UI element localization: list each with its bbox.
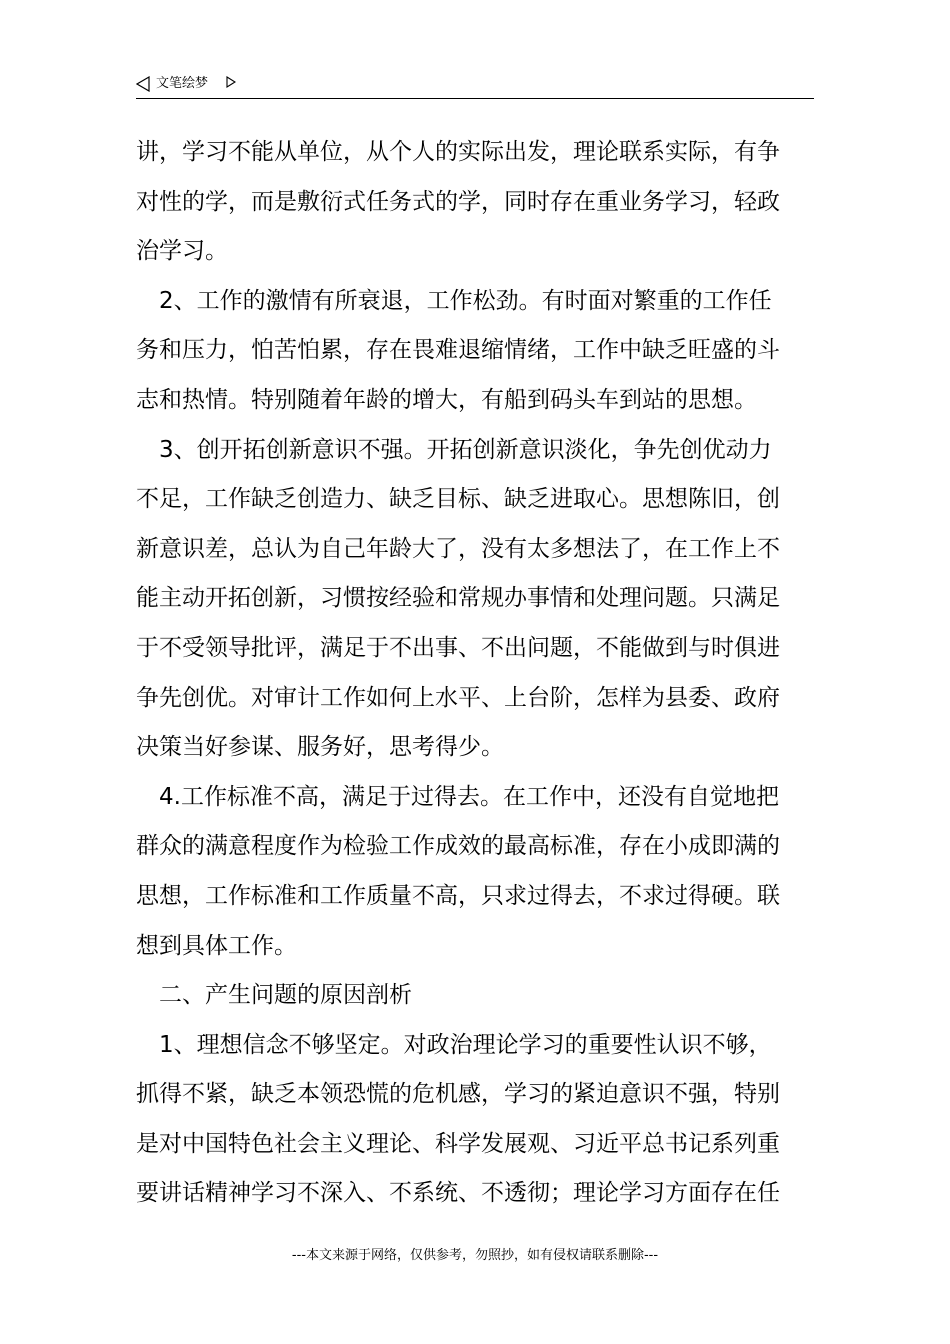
footer-disclaimer: ---本文来源于网络，仅供参考，勿照抄，如有侵权请联系删除--- bbox=[291, 1248, 659, 1263]
text-line: 1、理想信念不够坚定。对政治理论学习的重要性认识不够， bbox=[136, 1031, 772, 1058]
text-line: 决策当好参谋、服务好，思考得少。 bbox=[136, 734, 504, 761]
text-line: 治学习。 bbox=[136, 238, 228, 265]
text-line: 志和热情。特别随着年龄的增大，有船到码头车到站的思想。 bbox=[136, 386, 757, 413]
triangle-left-icon bbox=[136, 76, 150, 92]
page-header bbox=[136, 72, 814, 99]
text-line: 要讲话精神学习不深入、不系统、不透彻；理论学习方面存在任 bbox=[136, 1180, 780, 1207]
text-line: 务和压力，怕苦怕累，存在畏难退缩情绪，工作中缺乏旺盛的斗 bbox=[136, 337, 780, 364]
text-line: 不足，工作缺乏创造力、缺乏目标、缺乏进取心。思想陈旧，创 bbox=[136, 486, 780, 513]
text-line: 是对中国特色社会主义理论、科学发展观、习近平总书记系列重 bbox=[136, 1130, 780, 1157]
document-body bbox=[136, 128, 814, 1219]
text-line: 抓得不紧，缺乏本领恐慌的危机感，学习的紧迫意识不强，特别 bbox=[136, 1081, 780, 1108]
text-line: 3、创开拓创新意识不强。开拓创新意识淡化，争先创优动力 bbox=[136, 436, 772, 463]
text-line: 能主动开拓创新，习惯按经验和常规办事情和处理问题。只满足 bbox=[136, 585, 780, 612]
text-line: 讲，学习不能从单位，从个人的实际出发，理论联系实际，有争 bbox=[136, 139, 780, 165]
text-line: 2、工作的激情有所衰退，工作松劲。有时面对繁重的工作任 bbox=[136, 287, 772, 314]
triangle-right-icon bbox=[226, 76, 236, 88]
header-title: 文笔绘梦 bbox=[156, 76, 209, 91]
text-line: 群众的满意程度作为检验工作成效的最高标准，存在小成即满的 bbox=[136, 833, 780, 860]
text-line: 对性的学，而是敷衍式任务式的学，同时存在重业务学习，轻政 bbox=[136, 188, 780, 215]
text-line: 二、产生问题的原因剖析 bbox=[136, 982, 412, 1009]
text-line: 4.工作标准不高，满足于过得去。在工作中，还没有自觉地把 bbox=[136, 783, 779, 810]
text-line: 争先创优。对审计工作如何上水平、上台阶，怎样为县委、政府 bbox=[136, 684, 780, 711]
text-line: 想到具体工作。 bbox=[136, 932, 297, 959]
text-line: 于不受领导批评，满足于不出事、不出问题，不能做到与时俱进 bbox=[136, 634, 780, 661]
text-line: 思想，工作标准和工作质量不高，只求过得去，不求过得硬。联 bbox=[136, 882, 780, 909]
text-line: 新意识差，总认为自己年龄大了，没有太多想法了，在工作上不 bbox=[136, 535, 780, 562]
